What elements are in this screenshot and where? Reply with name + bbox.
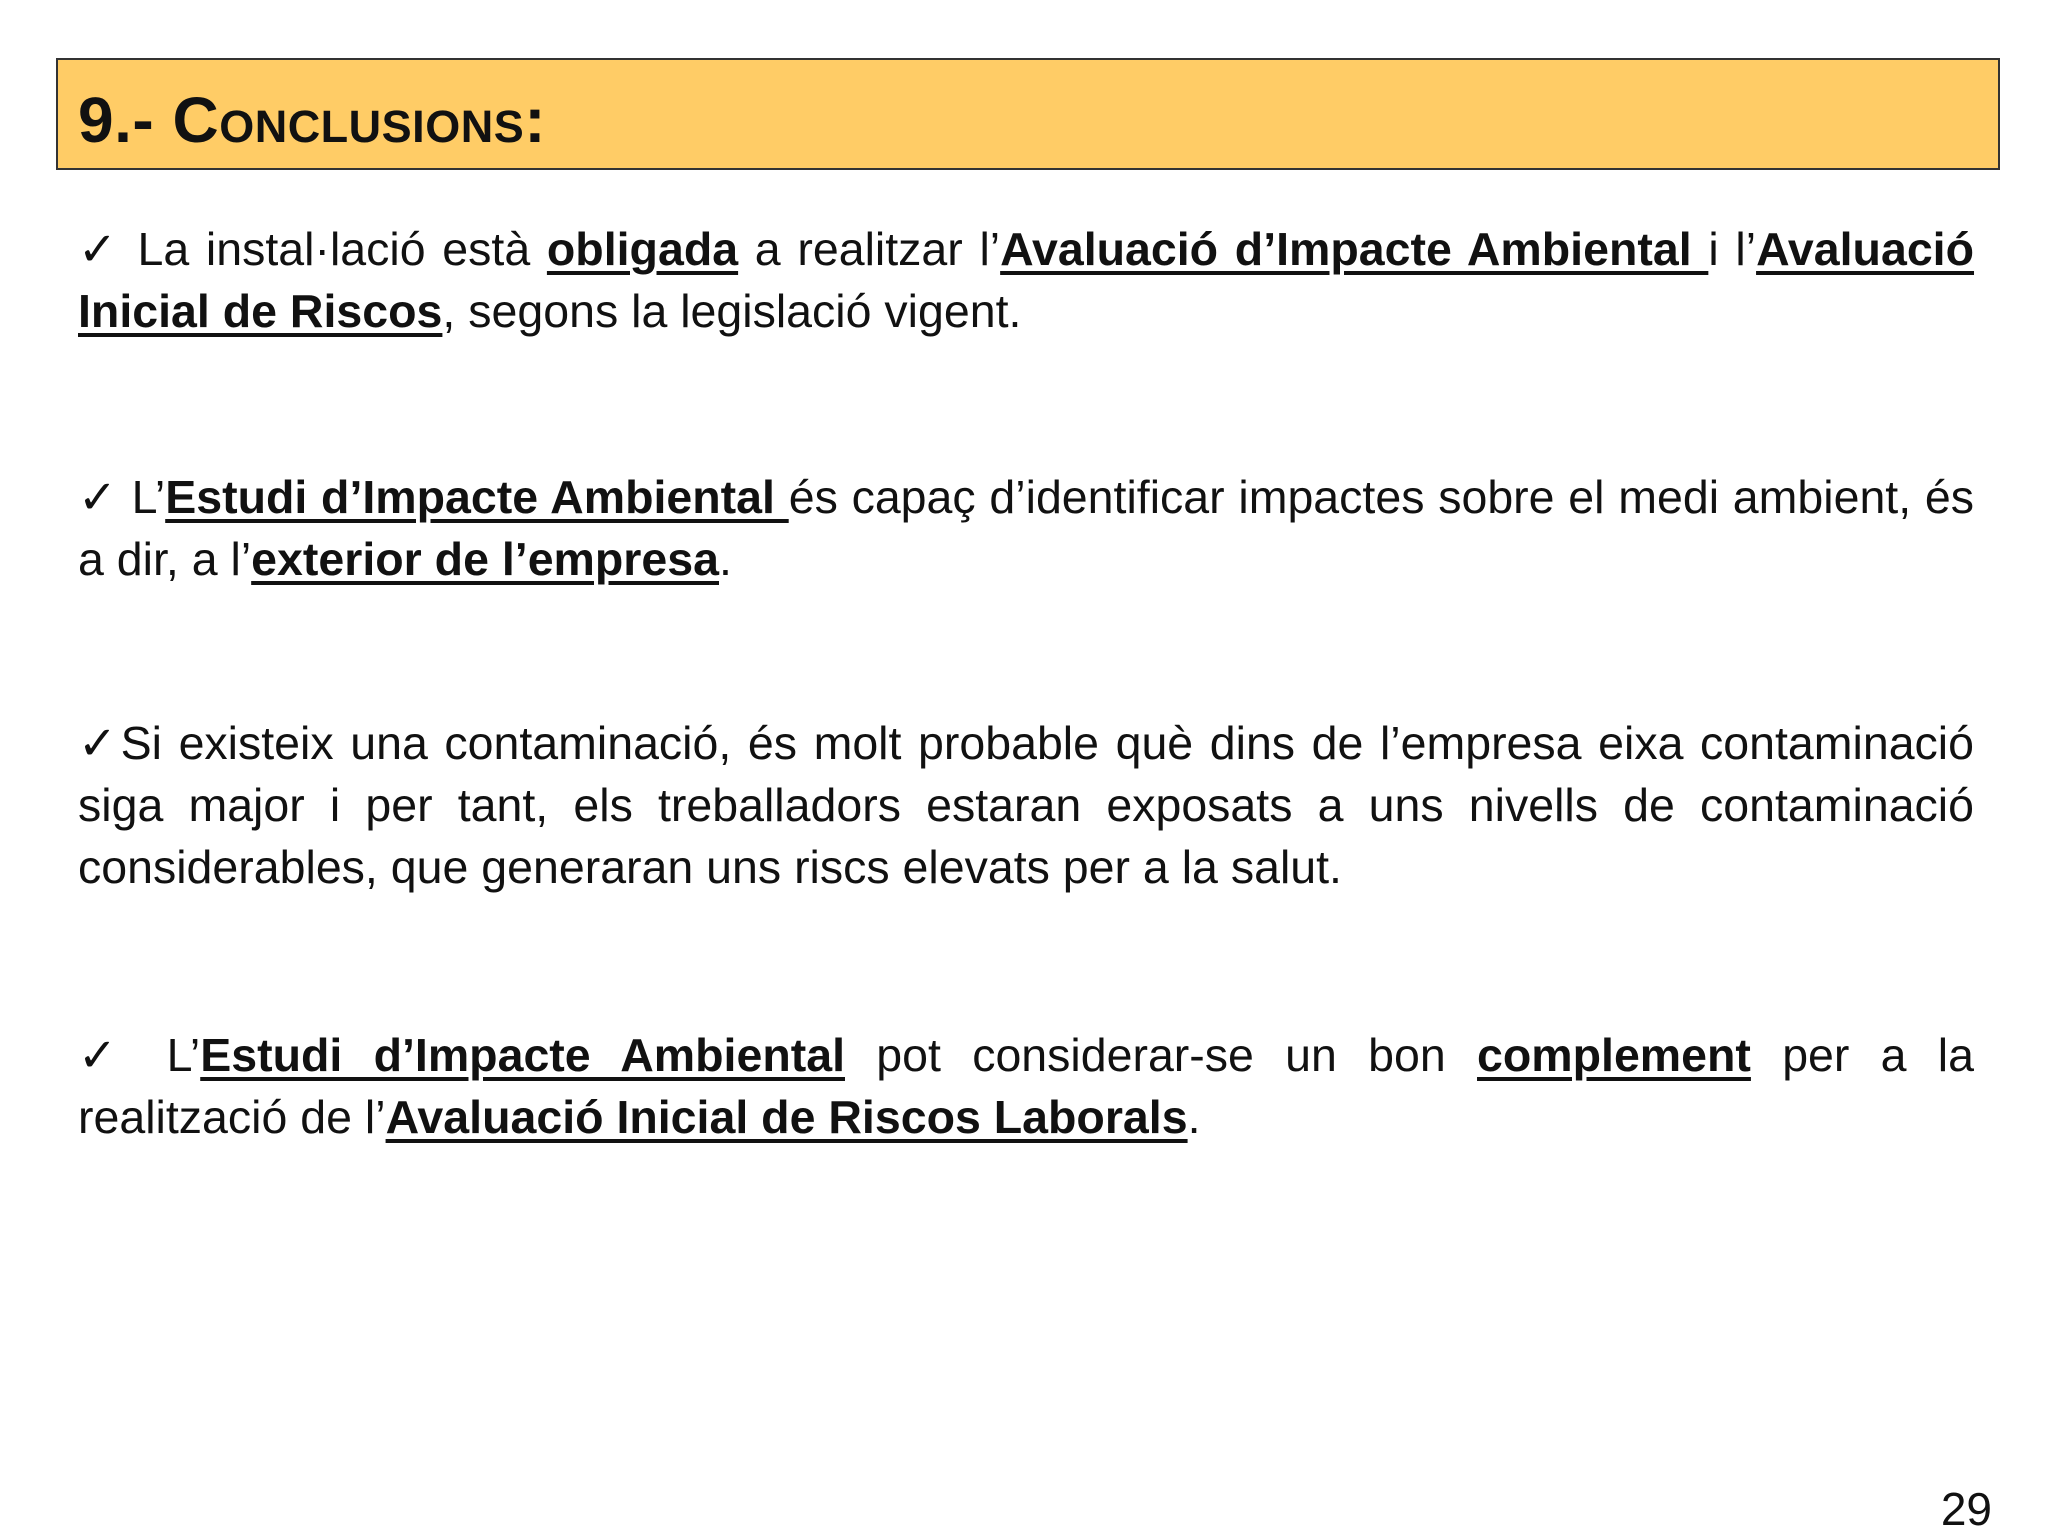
bullet-emphasis: exterior de l’empresa bbox=[251, 533, 719, 585]
slide-title-box bbox=[56, 58, 2000, 170]
slide-title-text: Conclusions: bbox=[172, 84, 547, 156]
page-number: 29 bbox=[1940, 1483, 1992, 1535]
check-icon: ✓ bbox=[78, 223, 121, 275]
bullet-text: L’ bbox=[117, 471, 166, 523]
check-icon: ✓ bbox=[78, 717, 121, 769]
bullet-text: , segons la legislació vigent. bbox=[442, 285, 1022, 337]
check-icon: ✓ bbox=[78, 1029, 136, 1081]
bullet-emphasis: Avaluació d’Impacte Ambiental bbox=[1000, 223, 1709, 275]
conclusion-bullet-2 bbox=[78, 466, 1974, 590]
bullet-text: Si existeix una contaminació, és molt probable què dins de l’empresa eixa contaminació siga major i per tant, els treballadors estaran exposats a uns nivells de contaminació considerables, que generaran uns riscs elevats per a la salut. bbox=[78, 717, 1974, 893]
bullet-emphasis: Avaluació Inicial de Riscos Laborals bbox=[385, 1091, 1188, 1143]
bullet-emphasis: Estudi d’Impacte Ambiental bbox=[165, 471, 789, 523]
conclusion-bullet-3 bbox=[78, 712, 1974, 898]
bullet-text: . bbox=[719, 533, 732, 585]
bullet-text: L’ bbox=[135, 1029, 201, 1081]
bullet-text: a realitzar l’ bbox=[738, 223, 1001, 275]
check-icon: ✓ bbox=[78, 471, 118, 523]
bullet-emphasis: Avaluació Inicial de Riscos bbox=[78, 223, 1975, 337]
bullet-text: pot considerar-se un bon bbox=[845, 1029, 1478, 1081]
conclusion-bullet-4 bbox=[78, 1024, 1974, 1148]
bullet-emphasis: Estudi d’Impacte Ambiental bbox=[200, 1029, 845, 1081]
bullet-text: és capaç d’identificar impactes sobre el medi ambient, és a dir, a l’ bbox=[78, 471, 1975, 585]
slide-title-prefix: 9.- bbox=[78, 84, 173, 156]
bullet-emphasis: complement bbox=[1477, 1029, 1751, 1081]
bullet-text: per a la realització de l’ bbox=[78, 1029, 1975, 1143]
bullet-text: La instal·lació està bbox=[120, 223, 547, 275]
bullet-text: . bbox=[1187, 1091, 1201, 1143]
bullet-emphasis: obligada bbox=[546, 223, 739, 275]
bullet-text: i l’ bbox=[1708, 223, 1757, 275]
conclusion-bullet-1 bbox=[78, 218, 1974, 342]
slide-title bbox=[78, 84, 547, 156]
